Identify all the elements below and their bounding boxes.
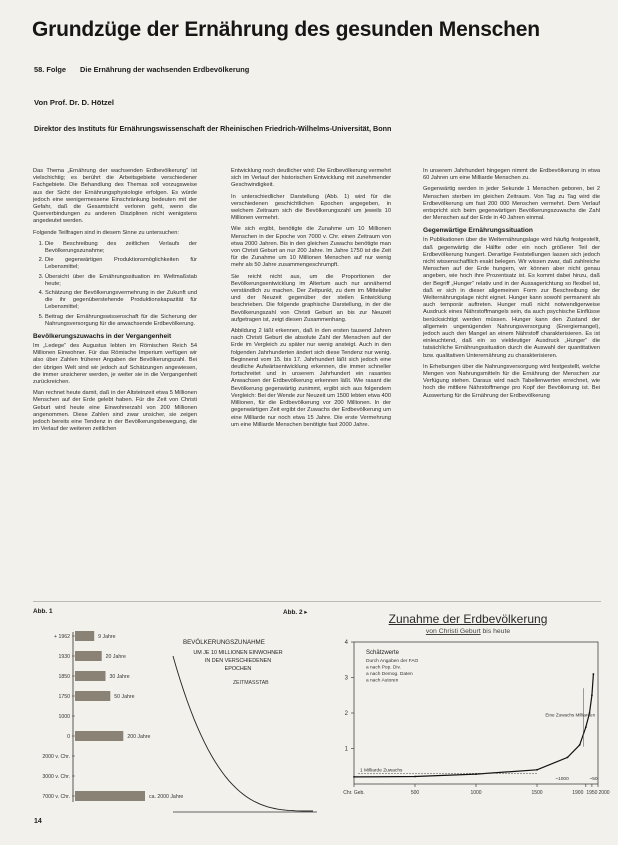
annotation-right: Eine Zuwachs Milliarden	[545, 712, 596, 718]
y-tick-label: 2	[344, 711, 348, 717]
affiliation-line: Direktor des Instituts für Ernährungswissenschaft der Rheinischen Friedrich-Wilhelms-Universität, Bonn	[34, 124, 392, 133]
duration-bar	[75, 651, 102, 661]
population-bar-chart	[33, 618, 323, 818]
annotation-left: 1 Milliarde Zuwachs	[360, 768, 403, 774]
y-tick-label: 4	[344, 640, 348, 646]
list-item: 4. Schätzung der Bevölkerungsvermehrung in der Zukunft und die ihr gegenüberstehende Produktionskapazität für Lebensmittel;	[45, 290, 197, 312]
epoch-label: + 1962	[53, 634, 70, 640]
duration-label: 20 Jahre	[105, 654, 126, 660]
paragraph: Im „Ledege“ des Augustus lebten im Römischen Reich 54 Millionen Einwohner. Für das Römische Imperium verfügen wir also über Zahlen früherer Angaben der Bevölkerungszahl. Bei der übrigen Welt sind wir jedoch auf Schätzungen angewiesen, die immer unsicherer werden, je weiter sie in die Vergangenheit zurückreichen.	[33, 343, 197, 386]
series-number: 58. Folge	[34, 65, 67, 74]
subtitle-part: bis heute	[482, 628, 511, 635]
period-label: ~1000	[555, 777, 569, 782]
topic-list	[33, 241, 197, 328]
duration-label: 50 Jahre	[114, 694, 135, 700]
y-tick-label: 3	[344, 675, 348, 682]
paragraph: Gegenwärtig werden in jeder Sekunde 1 Menschen geboren, bei 2 Menschen sterben im gleichen Zeitraum. Von Tag zu Tag wird die Erdbevölkerung um fast 200 000 Menschen vermehrt. Dem Verlauf entspricht sich beim gegenwärtigen Bevölkerungszuwachs die Zahl der Menschen auf der Erde in 40 Jahren einmal.	[423, 186, 600, 222]
data-point	[536, 769, 538, 771]
paragraph: In unserem Jahrhundert hingegen nimmt die Erdbevölkerung in etwa 60 Jahren um eine Milliarde Menschen zu.	[423, 168, 600, 182]
paragraph: Wie sich ergibt, benötigte die Zunahme um 10 Millionen Menschen in der Epoche von 7000 v. Chr. einen Zeitraum von etwa 2000 Jahren. Bis in den gleichen Zuwachs benötigte man von Christi Geburt an nur 200 Jahre. Im Jahre 1750 ist die Zeit für die Zunahme um 10 Millionen Menschen auf nur wenig mehr als 50 Jahre zusammengeschrumpft.	[231, 226, 391, 269]
x-tick-label: 1500	[531, 790, 543, 796]
x-tick-label: 1950	[586, 790, 598, 796]
figure-2-title: Zunahme der Erdbevölkerung	[388, 612, 548, 626]
caption-axis: ZEITMASSTAB	[233, 680, 269, 686]
figure-2-label: Abb. 2 ▸	[283, 609, 308, 616]
subtitle-part: von Christi Geburt	[425, 628, 481, 635]
text-column-3	[423, 168, 600, 568]
data-point	[585, 726, 587, 728]
section-heading: Gegenwärtige Ernährungssituation	[423, 227, 533, 235]
list-item: 5. Beitrag der Ernährungswissenschaft für die Sicherung der Nahrungsversorgung für die anwachsende Erdbevölkerung.	[45, 314, 197, 328]
duration-bar	[75, 791, 145, 801]
duration-label: ca. 2000 Jahre	[149, 794, 184, 800]
duration-label: 200 Jahre	[127, 734, 151, 740]
article-title: Grundzüge der Ernährung des gesunden Menschen	[32, 18, 540, 41]
author-line: Von Prof. Dr. D. Hötzel	[34, 98, 115, 107]
duration-label: 9 Jahre	[98, 634, 116, 640]
caption-line: IN DEN VERSCHIEDENEN	[204, 658, 272, 664]
paragraph: Das Thema „Ernährung der wachsenden Erdbevölkerung“ ist vielschichtig; es berührt die Arbeitsgebiete verschiedener Fachgebiete. Die Behandlung des Themas soll vorzugsweise aus der Sicht der Ernährungsphysiologie erfolgen. Es würde jedoch eine wenigermessene Einschränkung bedeuten mit der Gefahr, daß die Gesamtsicht verloren geht, wenn die Querverbindungen zu anderen Disziplinen nicht wenigstens angedeutet werden.	[33, 168, 197, 225]
paragraph: In Publikationen über die Welternährungslage wird häufig festgestellt, daß gegenwärtig die Hälfte oder ein noch größerer Teil der Erdbevölkerung hungert. Derartige Feststellungen lassen sich jedoch nicht wissenschaftlich exakt belegen. Wir wissen zwar, daß zahlreiche Menschen auf der Erde hungern, wir können aber nicht genau angeben, wie hoch ihre Prozentsatz ist. Es kommt dabei hinzu, daß der Begriff „Hunger“ relativ und in der Aussagerichtung so flexibel ist, daß er sich in dieser allgemeinen Form zur Beschreibung der Welternährungslage nicht eignet. Hunger kann sowohl permanent als auch temporär auftreten. Hunger muß nicht notwendigerweise Ausdruck eines Nährstoffmangels sein, da auch psychische Einflüsse berücksichtigt werden müssen. Hunger kann den Zustand der allgemein ungenügenden Nahrungsversorgung (Energiemangel), jedoch auch den Mangel an einem Nährstoff charakterisieren. Es ist einleuchtend, daß ein so vieldeutiger Ausdruck „Hunger“ die tatsächliche Ernährungssituation durch die Auswahl der quantitativen bzw. qualitativen Unterernährung zu charakterisieren.	[423, 237, 600, 359]
series-title: Die Ernährung der wachsenden Erdbevölkerung	[80, 65, 250, 74]
figure-1-label: Abb. 1	[33, 608, 53, 615]
population-series-line	[354, 674, 596, 777]
x-tick-label: 1900	[572, 790, 584, 796]
paragraph: Sie reicht nicht aus, um die Proportionen der Bevölkerungsentwicklung im Altertum auch nur annähernd verständlich zu machen. Der Zeitpunkt, zu dem im Mittelalter und der Neuzeit gegenüber der steilen Entwicklung beschrieben. Die folgende graphische Darstellung, in der die Bevölkerungszahl von Christi Geburt an bis zur Neuzeit aufgetragen ist, zeigt diesen Zusammenhang.	[231, 273, 391, 323]
paragraph: In Erhebungen über die Nahrungsversorgung wird festgestellt, welche Mengen von Nahrungsmitteln für die Ernährung der Menschen zur Verfügung stehen. Daraus wird nach Tabellenwerten errechnet, wie hoch die mittlere Nährstoffmenge pro Kopf der Bevölkerung ist. Bei Auswertung für die Ernährung der Erdbevölkerung	[423, 363, 600, 399]
caption-title: BEVÖLKERUNGSZUNAHME	[183, 639, 265, 646]
duration-bar	[75, 691, 110, 701]
epoch-label: 2000 v. Chr.	[42, 754, 70, 760]
y-tick-label: 1	[344, 746, 348, 753]
caption-line: UM JE 10 MILLIONEN EINWOHNER	[193, 650, 283, 656]
section-heading: Bevölkerungszuwachs in der Vergangenheit	[33, 333, 172, 341]
paragraph: Entwicklung noch deutlicher wird: Die Erdbevölkerung vermehrt sich im Verlauf der historischen Entwicklung mit zunehmender Geschwindigkeit.	[231, 168, 391, 189]
figure-1	[33, 608, 323, 808]
caption-line: EPOCHEN	[224, 666, 252, 672]
x-tick-label: 500	[410, 790, 420, 796]
series-line	[34, 65, 594, 74]
data-point	[567, 757, 569, 759]
paragraph: Man rechnet heute damit, daß in der Altsteinzeit etwa 5 Millionen Menschen auf der Erde gelebt haben. Für die Zeit von Christi Geburt wird heute eine Einwohnerzahl von 200 Millionen angenommen. Diese Zahlen sind zwar unsicher, sie zeigen jedoch bereits eine Tendenz in der Bevölkerungsbewegung, die im Verlauf der weiteren zeitlichen	[33, 390, 197, 433]
legend-item: a nach Autoren	[366, 678, 399, 684]
x-tick-label: Chr. Geb.	[343, 790, 365, 796]
epoch-label: 1000	[58, 714, 70, 720]
paragraph: Folgende Teilfragen sind in diesem Sinne zu untersuchen:	[33, 229, 179, 236]
epoch-label: 1850	[58, 674, 70, 680]
list-item: 2. Die gegenwärtigen Produktionsmöglichkeiten für Lebensmittel;	[45, 257, 197, 271]
legend-item: a nach Pop. Div.	[366, 665, 401, 671]
figure-2	[330, 612, 610, 812]
data-point	[591, 694, 593, 696]
population-line-chart	[330, 636, 610, 816]
data-point	[593, 673, 595, 675]
duration-label: 30 Jahre	[109, 674, 130, 680]
epoch-label: 1930	[58, 654, 70, 660]
data-point	[579, 744, 581, 746]
epoch-label: 1750	[58, 694, 70, 700]
epoch-label: 0	[67, 734, 70, 740]
paragraph: Abbildung 2 läßt erkennen, daß in den ersten tausend Jahren nach Christi Geburt die absolute Zahl der Menschen auf der Erde im Vergleich zu später nur wenig ansteigt. Auch in den folgenden Jahrhunderten ändert sich diese Tendenz nur wenig. Beginnend vom 15. bis 17. Jahrhundert läßt sich jedoch eine deutliche Aufwärtsentwicklung erkennen, die immer schneller fortschreitet und in unserem Jahrhundert ein rasantes Anwachsen der Erdbevölkerung erkennen läßt. Wie rasant die Bevölkerung gegenwärtig zunimmt, ergibt sich aus folgendem Vergleich: Bei der Wende zur Neuzeit um 1500 lebten etwa 400 Millionen, für die Erdbevölkerung vor 200 Millionen. In der gegenwärtigen Zeit ergibt der Zuwachs der Erdbevölkerung um eine Milliarde nur noch etwa 15 Jahre. Die erste Vermehrung um eine Milliarde Menschen benötigte fast 2000 Jahre.	[231, 328, 391, 428]
duration-bar	[75, 631, 94, 641]
duration-bar	[75, 731, 123, 741]
text-column-1	[33, 168, 197, 568]
data-point	[353, 776, 355, 778]
duration-bar	[75, 671, 106, 681]
legend-item: Durch Angaben der FAO	[366, 659, 419, 664]
period-label: ~50	[589, 777, 598, 782]
legend-title: Schätzwerte	[366, 650, 400, 656]
paragraph: In unterschiedlicher Darstellung (Abb. 1) wird für die verschiedenen geschichtlichen Epochen angegeben, in welchem Zeitraum sich die Bevölkerungszahl um jeweils 10 Millionen vermehrt.	[231, 193, 391, 222]
legend-item: a nach Demog. Daten	[366, 672, 413, 677]
x-tick-label: 1000	[470, 790, 482, 796]
epoch-label: 3000 v. Chr.	[42, 774, 70, 780]
figure-2-subtitle	[330, 628, 606, 635]
figure-divider	[33, 601, 601, 602]
list-item: 3. Übersicht über die Ernährungssituation im Weltmaßstab heute;	[45, 274, 197, 288]
text-column-2	[231, 168, 391, 568]
epoch-label: 7000 v. Chr.	[42, 794, 70, 800]
list-item: 1. Die Beschreibung des zeitlichen Verlaufs der Bevölkerungszunahme;	[45, 241, 197, 255]
x-tick-label: 2000	[598, 790, 610, 796]
page-number: 14	[34, 818, 42, 825]
data-point	[414, 776, 416, 778]
